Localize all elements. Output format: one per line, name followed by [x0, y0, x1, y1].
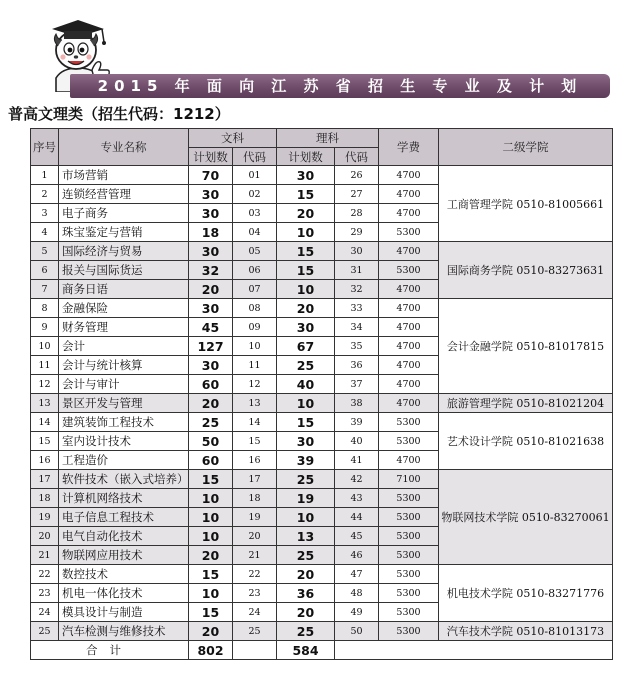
- science-plan-count: 10: [277, 223, 335, 242]
- empty-cell: [233, 641, 277, 660]
- tuition-fee: 4700: [379, 337, 439, 356]
- college-contact: 汽车技术学院 0510-81013173: [439, 622, 613, 641]
- major-name: 财务管理: [59, 318, 189, 337]
- major-name: 物联网应用技术: [59, 546, 189, 565]
- tuition-fee: 4700: [379, 242, 439, 261]
- tuition-fee: 5300: [379, 489, 439, 508]
- major-name: 珠宝鉴定与营销: [59, 223, 189, 242]
- row-index: 13: [31, 394, 59, 413]
- science-code: 41: [335, 451, 379, 470]
- science-code: 36: [335, 356, 379, 375]
- row-index: 21: [31, 546, 59, 565]
- header-arts-plan: 计划数: [189, 148, 233, 166]
- science-plan-count: 30: [277, 432, 335, 451]
- tuition-fee: 5300: [379, 546, 439, 565]
- table-row: [31, 394, 613, 413]
- tuition-fee: 5300: [379, 527, 439, 546]
- arts-code: 09: [233, 318, 277, 337]
- major-name: 会计与审计: [59, 375, 189, 394]
- arts-code: 12: [233, 375, 277, 394]
- major-name: 景区开发与管理: [59, 394, 189, 413]
- table-row: [31, 299, 613, 318]
- major-name: 模具设计与制造: [59, 603, 189, 622]
- arts-plan-count: 45: [189, 318, 233, 337]
- science-code: 37: [335, 375, 379, 394]
- major-name: 连锁经营管理: [59, 185, 189, 204]
- arts-code: 25: [233, 622, 277, 641]
- arts-code: 14: [233, 413, 277, 432]
- header-college: 二级学院: [439, 129, 613, 166]
- science-code: 30: [335, 242, 379, 261]
- row-index: 22: [31, 565, 59, 584]
- row-index: 1: [31, 166, 59, 185]
- science-plan-count: 20: [277, 565, 335, 584]
- science-code: 33: [335, 299, 379, 318]
- college-contact: 物联网技术学院 0510-83270061: [439, 470, 613, 565]
- tuition-fee: 5300: [379, 508, 439, 527]
- major-name: 电子信息工程技术: [59, 508, 189, 527]
- section-title: 普高文理类（招生代码：1212）: [8, 105, 230, 123]
- science-plan-count: 25: [277, 470, 335, 489]
- college-contact: 旅游管理学院 0510-81021204: [439, 394, 613, 413]
- arts-code: 02: [233, 185, 277, 204]
- tuition-fee: 4700: [379, 185, 439, 204]
- arts-code: 24: [233, 603, 277, 622]
- row-index: 9: [31, 318, 59, 337]
- science-plan-count: 20: [277, 204, 335, 223]
- science-code: 39: [335, 413, 379, 432]
- tuition-fee: 4700: [379, 166, 439, 185]
- arts-code: 03: [233, 204, 277, 223]
- science-plan-count: 10: [277, 394, 335, 413]
- science-plan-count: 20: [277, 603, 335, 622]
- college-contact: 会计金融学院 0510-81017815: [439, 299, 613, 394]
- arts-code: 23: [233, 584, 277, 603]
- row-index: 6: [31, 261, 59, 280]
- arts-plan-count: 20: [189, 546, 233, 565]
- arts-code: 08: [233, 299, 277, 318]
- header-arts: 文科: [189, 129, 277, 148]
- science-plan-count: 39: [277, 451, 335, 470]
- science-code: 47: [335, 565, 379, 584]
- header-science-code: 代码: [335, 148, 379, 166]
- row-index: 20: [31, 527, 59, 546]
- arts-code: 16: [233, 451, 277, 470]
- row-index: 10: [31, 337, 59, 356]
- science-plan-count: 25: [277, 546, 335, 565]
- arts-plan-count: 15: [189, 565, 233, 584]
- major-name: 汽车检测与维修技术: [59, 622, 189, 641]
- row-index: 15: [31, 432, 59, 451]
- science-plan-count: 20: [277, 299, 335, 318]
- science-code: 28: [335, 204, 379, 223]
- tuition-fee: 4700: [379, 204, 439, 223]
- science-plan-count: 25: [277, 622, 335, 641]
- major-name: 机电一体化技术: [59, 584, 189, 603]
- arts-plan-count: 20: [189, 622, 233, 641]
- science-code: 26: [335, 166, 379, 185]
- arts-plan-count: 30: [189, 204, 233, 223]
- arts-code: 22: [233, 565, 277, 584]
- header-major: 专业名称: [59, 129, 189, 166]
- arts-plan-count: 30: [189, 185, 233, 204]
- row-index: 17: [31, 470, 59, 489]
- science-code: 49: [335, 603, 379, 622]
- science-code: 38: [335, 394, 379, 413]
- science-code: 44: [335, 508, 379, 527]
- row-index: 5: [31, 242, 59, 261]
- total-label: 合计: [31, 641, 189, 660]
- major-name: 电子商务: [59, 204, 189, 223]
- major-name: 建筑装饰工程技术: [59, 413, 189, 432]
- row-index: 23: [31, 584, 59, 603]
- science-plan-count: 19: [277, 489, 335, 508]
- science-code: 34: [335, 318, 379, 337]
- header-science: 理科: [277, 129, 379, 148]
- arts-code: 18: [233, 489, 277, 508]
- arts-code: 21: [233, 546, 277, 565]
- header-index: 序号: [31, 129, 59, 166]
- row-index: 24: [31, 603, 59, 622]
- tuition-fee: 7100: [379, 470, 439, 489]
- tuition-fee: 5300: [379, 261, 439, 280]
- tuition-fee: 4700: [379, 280, 439, 299]
- total-arts-plan: 802: [189, 641, 233, 660]
- arts-code: 04: [233, 223, 277, 242]
- enrollment-plan-table: [30, 128, 613, 660]
- row-index: 7: [31, 280, 59, 299]
- tuition-fee: 5300: [379, 565, 439, 584]
- major-name: 市场营销: [59, 166, 189, 185]
- science-code: 35: [335, 337, 379, 356]
- arts-plan-count: 30: [189, 356, 233, 375]
- tuition-fee: 4700: [379, 299, 439, 318]
- science-code: 46: [335, 546, 379, 565]
- science-code: 32: [335, 280, 379, 299]
- row-index: 4: [31, 223, 59, 242]
- arts-plan-count: 15: [189, 470, 233, 489]
- header-fee: 学费: [379, 129, 439, 166]
- science-plan-count: 10: [277, 280, 335, 299]
- science-code: 43: [335, 489, 379, 508]
- arts-plan-count: 10: [189, 584, 233, 603]
- tuition-fee: 4700: [379, 356, 439, 375]
- tuition-fee: 4700: [379, 375, 439, 394]
- arts-code: 10: [233, 337, 277, 356]
- header-arts-code: 代码: [233, 148, 277, 166]
- tuition-fee: 5300: [379, 603, 439, 622]
- science-code: 45: [335, 527, 379, 546]
- total-row: [31, 641, 613, 660]
- row-index: 8: [31, 299, 59, 318]
- tuition-fee: 5300: [379, 223, 439, 242]
- arts-plan-count: 20: [189, 280, 233, 299]
- major-name: 国际经济与贸易: [59, 242, 189, 261]
- major-name: 数控技术: [59, 565, 189, 584]
- arts-code: 05: [233, 242, 277, 261]
- arts-plan-count: 18: [189, 223, 233, 242]
- row-index: 16: [31, 451, 59, 470]
- arts-plan-count: 70: [189, 166, 233, 185]
- science-plan-count: 30: [277, 318, 335, 337]
- science-plan-count: 15: [277, 242, 335, 261]
- header-science-plan: 计划数: [277, 148, 335, 166]
- college-contact: 国际商务学院 0510-83273631: [439, 242, 613, 299]
- arts-plan-count: 30: [189, 242, 233, 261]
- arts-plan-count: 50: [189, 432, 233, 451]
- table-row: [31, 622, 613, 641]
- major-name: 报关与国际货运: [59, 261, 189, 280]
- arts-plan-count: 60: [189, 375, 233, 394]
- science-code: 27: [335, 185, 379, 204]
- science-code: 31: [335, 261, 379, 280]
- arts-plan-count: 25: [189, 413, 233, 432]
- arts-code: 01: [233, 166, 277, 185]
- major-name: 商务日语: [59, 280, 189, 299]
- row-index: 12: [31, 375, 59, 394]
- tuition-fee: 4700: [379, 318, 439, 337]
- row-index: 2: [31, 185, 59, 204]
- science-code: 50: [335, 622, 379, 641]
- science-code: 48: [335, 584, 379, 603]
- college-contact: 艺术设计学院 0510-81021638: [439, 413, 613, 470]
- arts-code: 06: [233, 261, 277, 280]
- arts-plan-count: 30: [189, 299, 233, 318]
- row-index: 3: [31, 204, 59, 223]
- science-plan-count: 15: [277, 185, 335, 204]
- tuition-fee: 5300: [379, 432, 439, 451]
- table-row: [31, 565, 613, 584]
- science-code: 40: [335, 432, 379, 451]
- arts-plan-count: 60: [189, 451, 233, 470]
- tuition-fee: 4700: [379, 394, 439, 413]
- college-contact: 工商管理学院 0510-81005661: [439, 166, 613, 242]
- table-row: [31, 470, 613, 489]
- arts-plan-count: 10: [189, 489, 233, 508]
- row-index: 18: [31, 489, 59, 508]
- table-row: [31, 242, 613, 261]
- tuition-fee: 5300: [379, 584, 439, 603]
- tuition-fee: 5300: [379, 622, 439, 641]
- major-name: 电气自动化技术: [59, 527, 189, 546]
- table-body: [31, 166, 613, 660]
- science-plan-count: 15: [277, 261, 335, 280]
- science-plan-count: 40: [277, 375, 335, 394]
- row-index: 25: [31, 622, 59, 641]
- arts-code: 13: [233, 394, 277, 413]
- science-plan-count: 13: [277, 527, 335, 546]
- total-science-plan: 584: [277, 641, 335, 660]
- major-name: 室内设计技术: [59, 432, 189, 451]
- arts-code: 20: [233, 527, 277, 546]
- science-plan-count: 36: [277, 584, 335, 603]
- arts-code: 11: [233, 356, 277, 375]
- college-contact: 机电技术学院 0510-83271776: [439, 565, 613, 622]
- arts-plan-count: 32: [189, 261, 233, 280]
- row-index: 14: [31, 413, 59, 432]
- science-code: 42: [335, 470, 379, 489]
- major-name: 会计与统计核算: [59, 356, 189, 375]
- arts-plan-count: 15: [189, 603, 233, 622]
- table-row: [31, 166, 613, 185]
- major-name: 计算机网络技术: [59, 489, 189, 508]
- banner-title: 2015 年 面 向 江 苏 省 招 生 专 业 及 计 划: [97, 77, 583, 95]
- arts-code: 17: [233, 470, 277, 489]
- tuition-fee: 5300: [379, 413, 439, 432]
- science-code: 29: [335, 223, 379, 242]
- science-plan-count: 15: [277, 413, 335, 432]
- major-name: 工程造价: [59, 451, 189, 470]
- major-name: 会计: [59, 337, 189, 356]
- row-index: 19: [31, 508, 59, 527]
- row-index: 11: [31, 356, 59, 375]
- empty-cell: [335, 641, 613, 660]
- science-plan-count: 67: [277, 337, 335, 356]
- tuition-fee: 4700: [379, 451, 439, 470]
- arts-plan-count: 10: [189, 508, 233, 527]
- science-plan-count: 25: [277, 356, 335, 375]
- arts-plan-count: 10: [189, 527, 233, 546]
- arts-plan-count: 20: [189, 394, 233, 413]
- arts-code: 15: [233, 432, 277, 451]
- science-plan-count: 10: [277, 508, 335, 527]
- table-row: [31, 413, 613, 432]
- science-plan-count: 30: [277, 166, 335, 185]
- arts-plan-count: 127: [189, 337, 233, 356]
- major-name: 金融保险: [59, 299, 189, 318]
- arts-code: 19: [233, 508, 277, 527]
- arts-code: 07: [233, 280, 277, 299]
- major-name: 软件技术（嵌入式培养）: [59, 470, 189, 489]
